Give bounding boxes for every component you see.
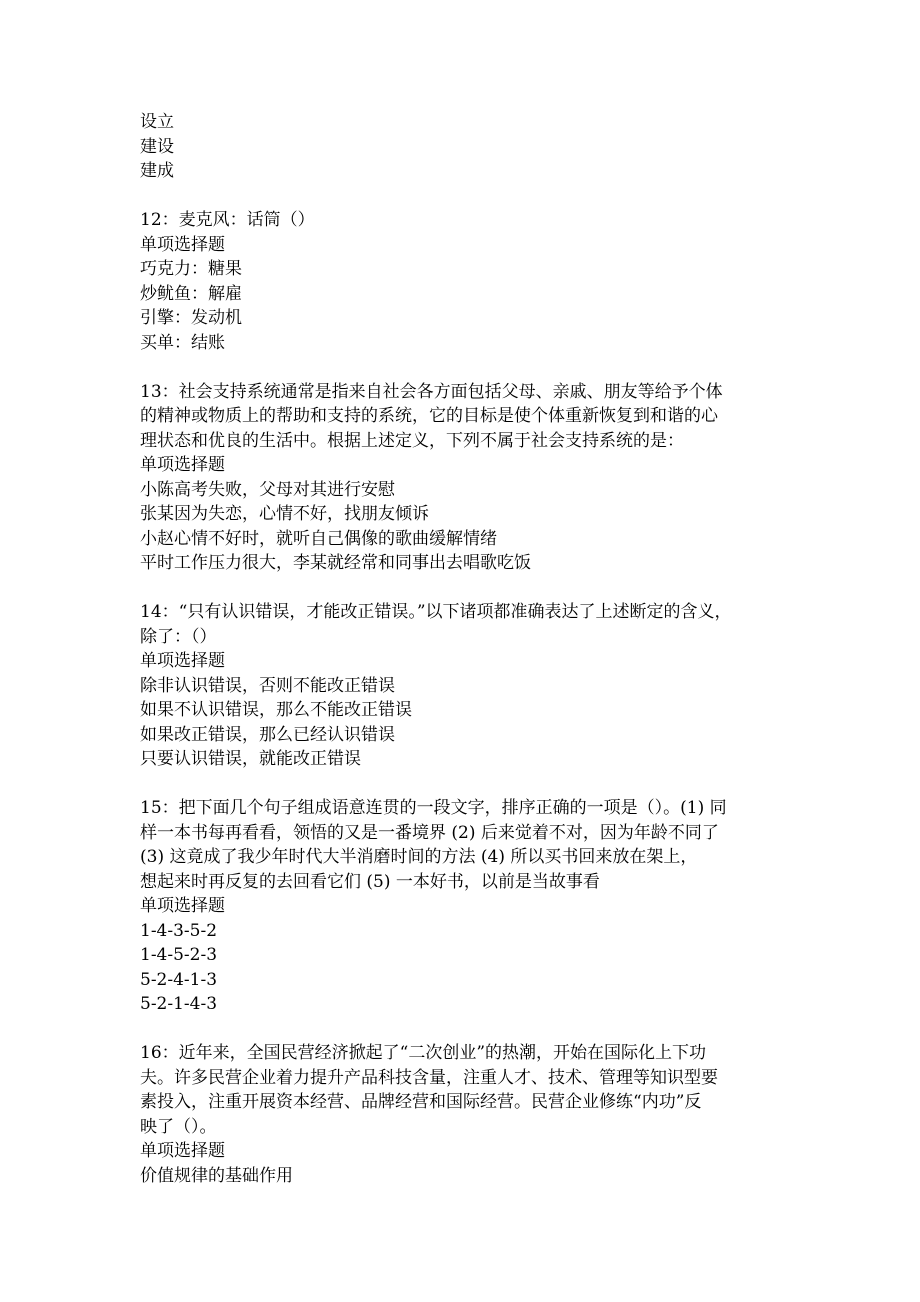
option: 建成 [140,161,174,181]
question-13 [140,380,790,576]
question-stem: 样一本书每再看看，领悟的又是一番境界 (2) 后来觉着不对，因为年龄不同了 [140,822,719,843]
question-stem: 夫。许多民营企业着力提升产品科技含量，注重人才、技术、管理等知识型要 [140,1067,718,1088]
question-stem: 映了（）。 [140,1116,217,1137]
question-type: 单项选择题 [140,1141,225,1161]
option: 5-2-4-1-3 [140,969,218,990]
option: 巧克力：糖果 [140,259,242,279]
question-type: 单项选择题 [140,896,225,916]
question-12 [140,208,790,355]
question-type: 单项选择题 [140,651,225,671]
option: 小赵心情不好时，就听自己偶像的歌曲缓解情绪 [140,528,497,549]
option: 只要认识错误，就能改正错误 [140,749,361,769]
question-14 [140,600,790,772]
option: 小陈高考失败，父母对其进行安慰 [140,479,395,500]
question-stem: 除了：（） [140,626,217,647]
question-stem: (3) 这竟成了我少年时代大半消磨时间的方法 (4) 所以买书回来放在架上， [140,847,698,867]
option: 引擎：发动机 [140,308,242,328]
option: 1-4-3-5-2 [140,920,218,941]
option: 除非认识错误，否则不能改正错误 [140,675,395,696]
question-stem: 12：麦克风：话筒（） [140,210,315,230]
question-stem: 想起来时再反复的去回看它们 (5) 一本好书，以前是当故事看 [140,871,600,892]
question-stem: 14：“只有认识错误，才能改正错误。”以下诸项都准确表达了上述断定的含义， [140,602,732,622]
question-stem: 13：社会支持系统通常是指来自社会各方面包括父母、亲戚、朋友等给予个体 [140,381,723,402]
option: 如果不认识错误，那么不能改正错误 [140,700,412,720]
option: 5-2-1-4-3 [140,994,218,1014]
question-stem: 16：近年来，全国民营经济掀起了“二次创业”的热潮，开始在国际化上下功 [140,1043,707,1063]
question-type: 单项选择题 [140,234,225,255]
option: 平时工作压力很大，李某就经常和同事出去唱歌吃饭 [140,553,531,573]
question-stem: 理状态和优良的生活中。根据上述定义，下列不属于社会支持系统的是： [140,430,684,451]
document-page [140,110,790,1188]
question-type: 单项选择题 [140,455,225,475]
question-stem: 素投入，注重开展资本经营、品牌经营和国际经营。民营企业修练“内功”反 [140,1092,702,1112]
question-stem: 15：把下面几个句子组成语意连贯的一段文字，排序正确的一项是（）。(1) 同 [140,798,727,818]
question-16 [140,1041,790,1188]
prev-question-tail [140,110,790,184]
option: 建设 [140,136,174,157]
option: 设立 [140,112,174,132]
option: 1-4-5-2-3 [140,945,218,965]
option: 买单：结账 [140,332,225,353]
option: 如果改正错误，那么已经认识错误 [140,724,395,745]
option: 张某因为失恋，心情不好，找朋友倾诉 [140,504,429,524]
question-stem: 的精神或物质上的帮助和支持的系统，它的目标是使个体重新恢复到和谐的心 [140,406,718,426]
question-15 [140,796,790,1017]
option: 价值规律的基础作用 [140,1165,293,1186]
option: 炒鱿鱼：解雇 [140,283,242,304]
